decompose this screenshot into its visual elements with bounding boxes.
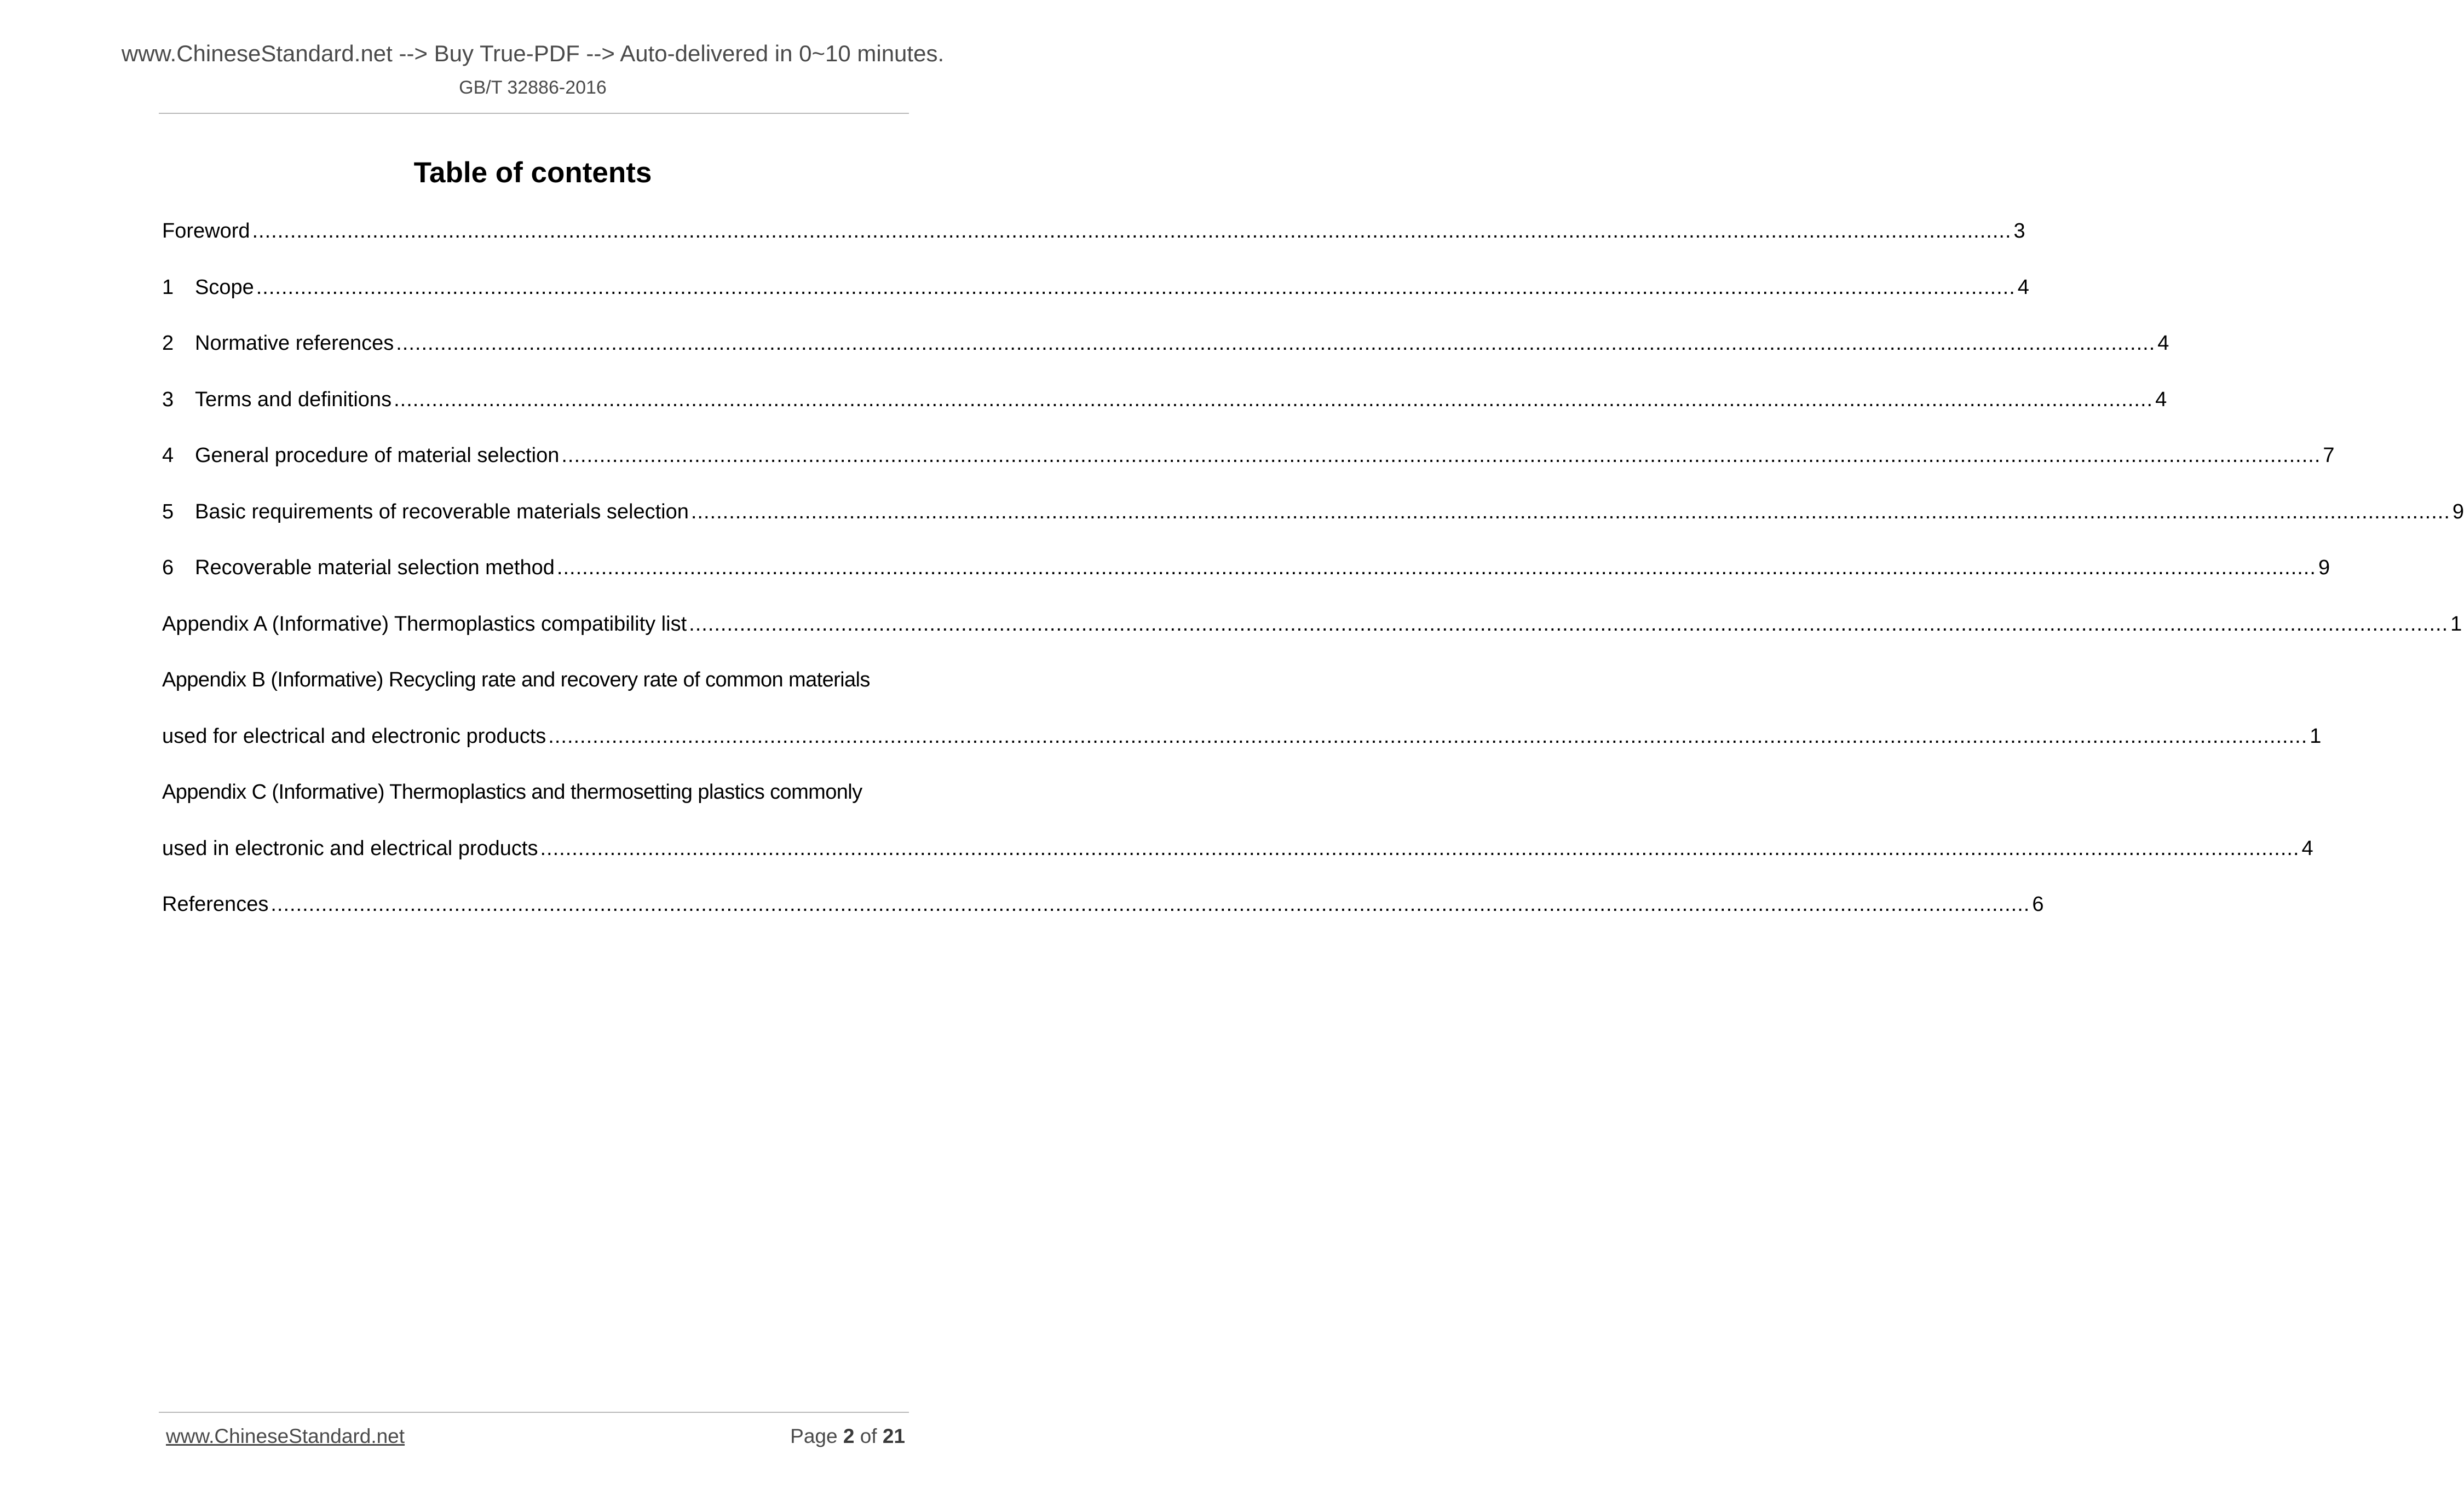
toc-entry-number: 3 <box>162 388 174 411</box>
toc-entry-label: Appendix B (Informative) Recycling rate and recovery rate of common materials <box>162 668 870 691</box>
toc-entry-page: 4 <box>2017 275 2029 299</box>
footer-divider <box>159 1412 909 1413</box>
page-of: of <box>860 1425 877 1447</box>
toc-leader-dots: ...................................................................................................................................................................................................................................................................................... <box>561 444 2321 467</box>
toc-entry-label: Basic requirements of recoverable materials selection <box>195 500 689 523</box>
toc-entry-page: 4 <box>2157 332 2169 355</box>
page-current: 2 <box>843 1425 855 1447</box>
toc-title: Table of contents <box>413 157 652 189</box>
toc-entry-foreword[interactable] <box>162 215 2025 271</box>
toc-leader-dots: ...................................................................................................................................................................................................................................................................................... <box>548 724 2308 748</box>
page-total: 21 <box>882 1425 905 1447</box>
footer-site-link[interactable]: www.ChineseStandard.net <box>166 1425 405 1447</box>
page-prefix: Page <box>790 1425 838 1447</box>
toc-entry-label: References <box>162 893 269 916</box>
toc-entry-normative-references[interactable] <box>162 327 2169 383</box>
toc-entry-page: 4 <box>2155 388 2167 411</box>
toc-entry-label: Normative references <box>195 332 394 355</box>
toc-entry-number: 5 <box>162 500 174 523</box>
toc-entry-number: 6 <box>162 556 174 579</box>
toc-entry-page: 9 <box>2452 500 2464 523</box>
toc-leader-dots: ...................................................................................................................................................................................................................................................................................... <box>689 612 2449 636</box>
toc-entry-label: Recoverable material selection method <box>195 556 555 579</box>
toc-entry-appendix-c-continued[interactable] <box>162 832 2313 888</box>
toc-entry-page: 7 <box>2323 444 2335 467</box>
toc-entry-terms-definitions[interactable] <box>162 383 2167 440</box>
toc-entry-number: 4 <box>162 444 174 467</box>
toc-entry-appendix-b-continued[interactable] <box>162 720 2322 776</box>
document-code: GB/T 32886-2016 <box>459 77 607 98</box>
toc-entry-page: 1 <box>2310 724 2322 748</box>
toc-entry-selection-method[interactable] <box>162 551 2330 608</box>
toc-entry-appendix-c[interactable] <box>162 776 909 832</box>
header-divider <box>159 113 909 114</box>
toc-leader-dots: ...................................................................................................................................................................................................................................................................................... <box>556 556 2316 579</box>
toc-entry-label: used for electrical and electronic products <box>162 724 546 748</box>
toc-entry-page: 6 <box>2032 893 2044 916</box>
toc-entry-label: Appendix A (Informative) Thermoplastics compatibility list <box>162 612 687 636</box>
toc-entry-label: Appendix C (Informative) Thermoplastics and thermosetting plastics commonly <box>162 781 862 804</box>
toc-entry-label: Terms and definitions <box>195 388 392 411</box>
toc-leader-dots: ...................................................................................................................................................................................................................................................................................... <box>394 388 2154 411</box>
toc-entry-appendix-a[interactable] <box>162 608 2462 664</box>
toc-entry-basic-requirements[interactable] <box>162 495 2464 552</box>
toc-entry-general-procedure[interactable] <box>162 439 2335 495</box>
toc-entry-page: 1 <box>2450 612 2462 636</box>
toc-entry-page: 3 <box>2013 220 2025 242</box>
toc-entry-label: Foreword <box>162 220 250 242</box>
toc-entry-number: 2 <box>162 332 174 355</box>
toc-entry-appendix-b[interactable] <box>162 663 909 720</box>
page-number <box>790 1425 905 1448</box>
toc-entry-references[interactable] <box>162 888 2044 944</box>
toc-entry-number: 1 <box>162 275 174 299</box>
toc-entry-page: 4 <box>2301 836 2313 860</box>
toc-leader-dots: ...................................................................................................................................................................................................................................................................................... <box>540 836 2300 860</box>
toc-leader-dots: ...................................................................................................................................................................................................................................................................................... <box>252 220 2012 242</box>
toc-leader-dots: ...................................................................................................................................................................................................................................................................................... <box>690 500 2450 523</box>
toc-leader-dots: ...................................................................................................................................................................................................................................................................................... <box>396 332 2156 355</box>
toc-entry-label: used in electronic and electrical products <box>162 836 538 860</box>
toc-entry-scope[interactable] <box>162 271 2029 327</box>
toc-entry-label: General procedure of material selection <box>195 444 560 467</box>
toc-entry-label: Scope <box>195 275 254 299</box>
toc-entry-page: 9 <box>2318 556 2330 579</box>
toc-list <box>162 215 2464 944</box>
toc-leader-dots: ...................................................................................................................................................................................................................................................................................... <box>256 275 2016 299</box>
site-banner: www.ChineseStandard.net --> Buy True-PDF --> Auto-delivered in 0~10 minutes. <box>121 41 945 66</box>
toc-leader-dots: ...................................................................................................................................................................................................................................................................................... <box>270 893 2030 916</box>
